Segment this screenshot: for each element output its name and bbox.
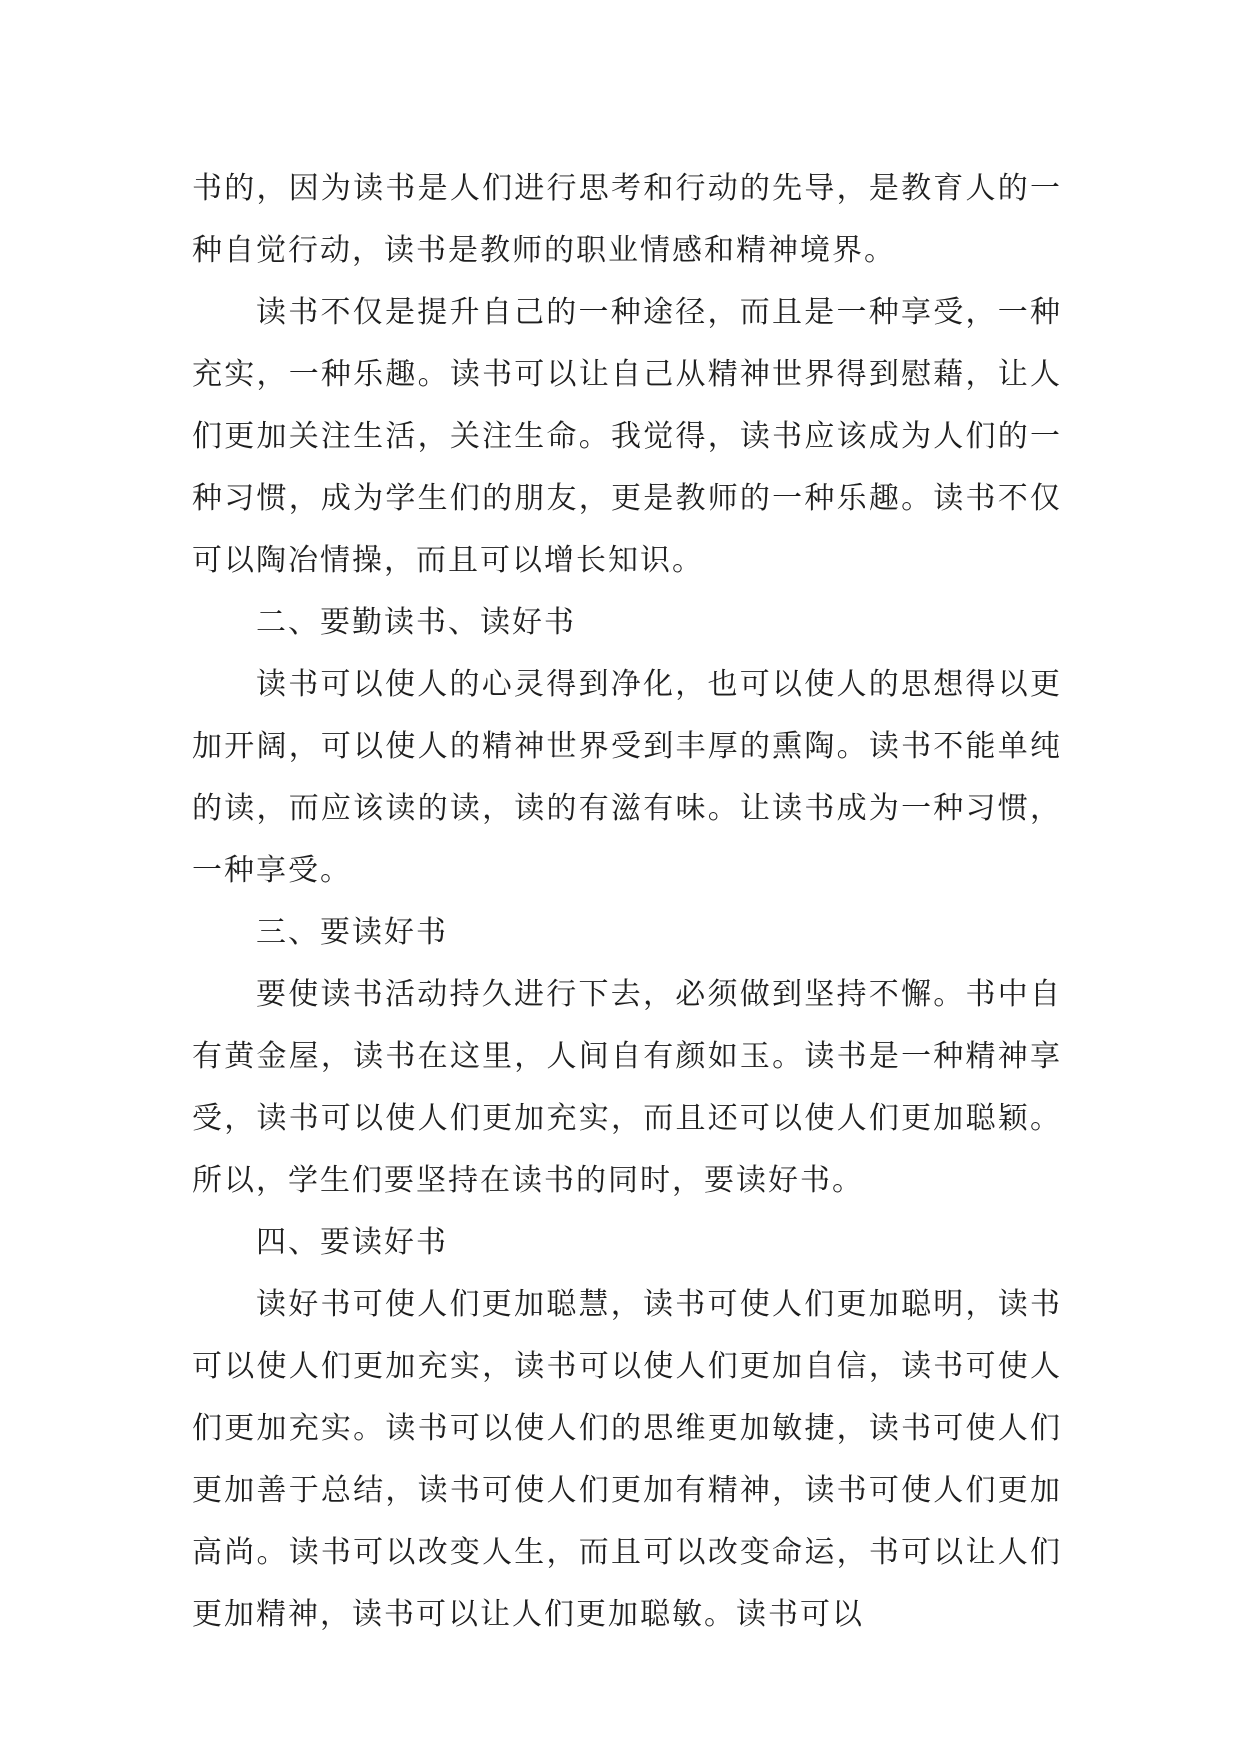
paragraph-reading-benefits: 读书不仅是提升自己的一种途径，而且是一种享受，一种充实，一种乐趣。读书可以让自己从精神世界得到慰藉，让人们更加关注生活，关注生命。我觉得，读书应该成为人们的一种习惯，成为学生们的朋友，更是教师的一种乐趣。读书不仅可以陶冶情操，而且可以增长知识。	[192, 295, 1062, 578]
paragraph-section-3: 要使读书活动持久进行下去，必须做到坚持不懈。书中自有黄金屋，读书在这里，人间自有颜如玉。读书是一种精神享受，读书可以使人们更加充实，而且还可以使人们更加聪颖。所以，学生们要坚持在读书的同时，要读好书。	[192, 977, 1062, 1198]
paragraph-continuation: 书的，因为读书是人们进行思考和行动的先导，是教育人的一种自觉行动，读书是教师的职业情感和精神境界。	[192, 171, 1062, 268]
paragraph-section-2: 读书可以使人的心灵得到净化，也可以使人的思想得以更加开阔，可以使人的精神世界受到丰厚的熏陶。读书不能单纯的读，而应该读的读，读的有滋有味。让读书成为一种习惯，一种享受。	[192, 667, 1062, 888]
section-heading-2: 二、要勤读书、读好书	[256, 605, 576, 640]
section-heading-3: 三、要读好书	[256, 915, 448, 950]
document-body	[192, 158, 1062, 1646]
paragraph-section-4: 读好书可使人们更加聪慧，读书可使人们更加聪明，读书可以使人们更加充实，读书可以使人们更加自信，读书可使人们更加充实。读书可以使人们的思维更加敏捷，读书可使人们更加善于总结，读书可使人们更加有精神，读书可使人们更加高尚。读书可以改变人生，而且可以改变命运，书可以让人们更加精神，读书可以让人们更加聪敏。读书可以	[192, 1287, 1062, 1632]
section-heading-4: 四、要读好书	[256, 1225, 448, 1260]
